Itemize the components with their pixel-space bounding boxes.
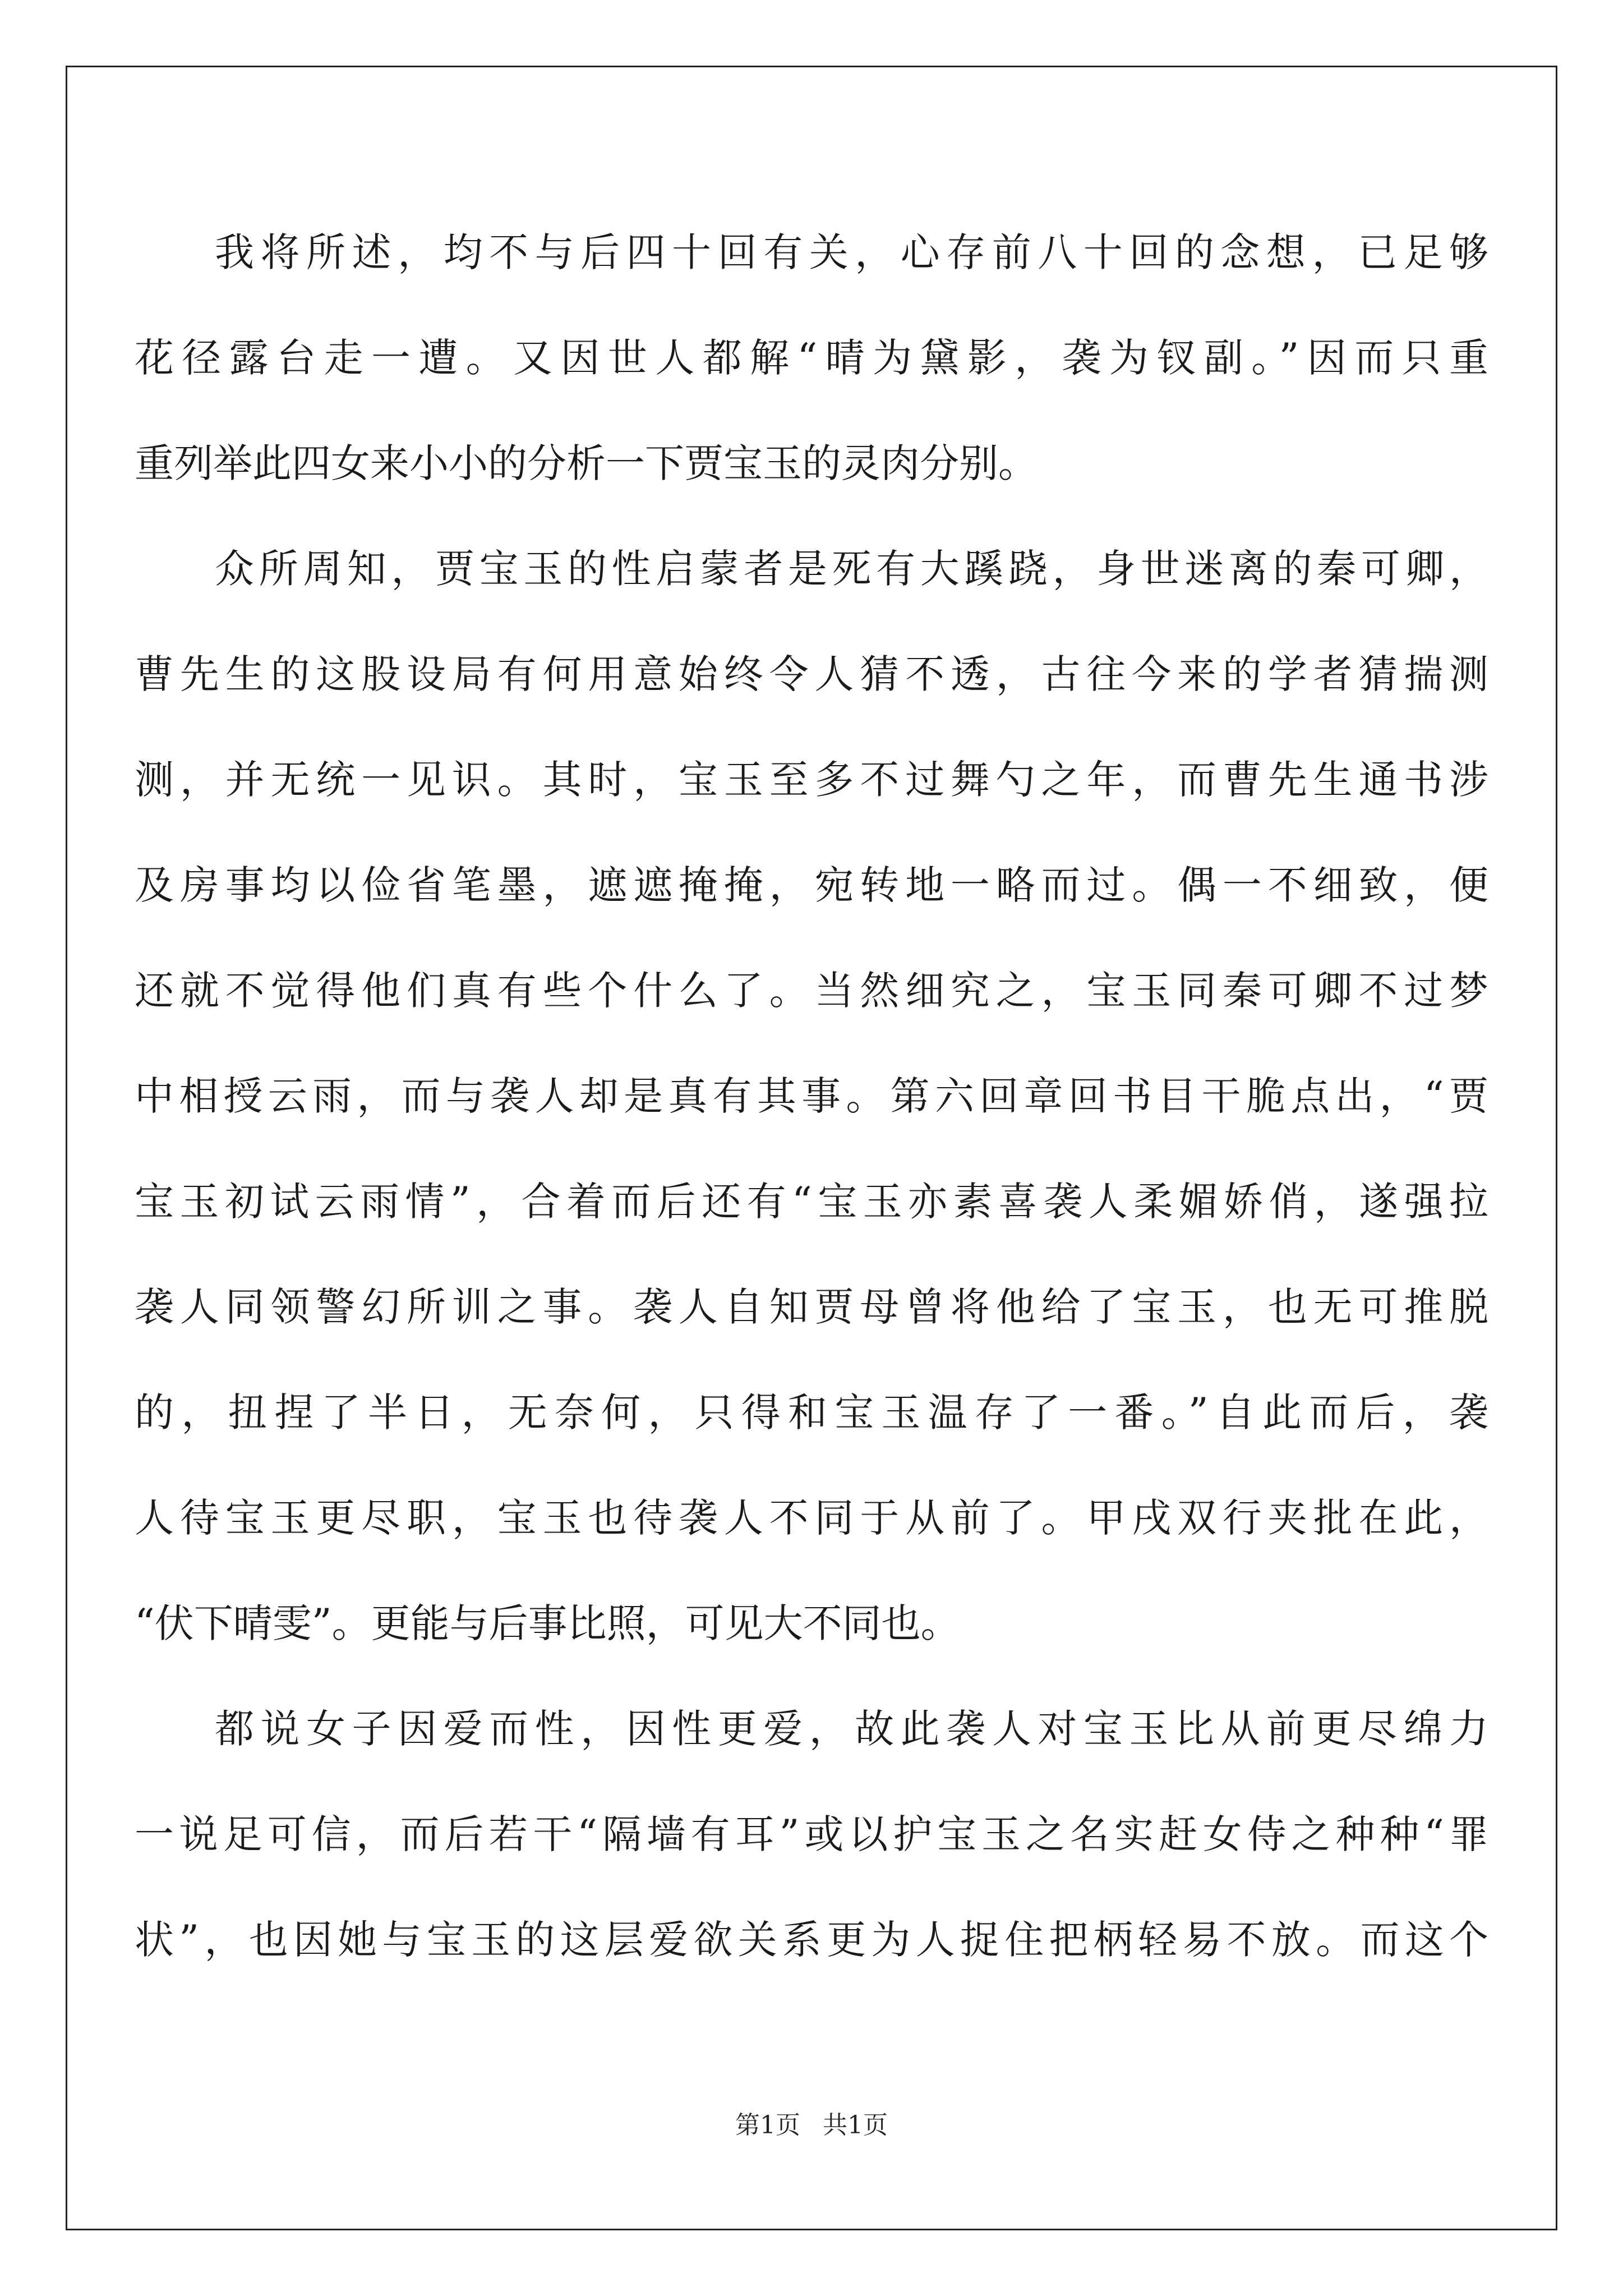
- text-line: 还就不觉得他们真有些个什么了。当然细究之，宝玉同秦可卿不过梦: [135, 968, 1488, 1014]
- text-line: 花径露台走一遭。又因世人都解“晴为黛影，袭为钗副。”因而只重: [135, 335, 1488, 381]
- text-line: “伏下晴雯”。更能与后事比照，可见大不同也。: [135, 1600, 960, 1646]
- text-line: 的，扭捏了半日，无奈何，只得和宝玉温存了一番。”自此而后，袭: [135, 1389, 1488, 1435]
- page-number-total: 共1页: [823, 2111, 888, 2139]
- text-line: 一说足可信，而后若干“隔墙有耳”或以护宝玉之名实赶女侍之种种“罪: [135, 1811, 1488, 1857]
- page-number-current: 第1页: [735, 2111, 800, 2139]
- text-line: 袭人同领警幻所训之事。袭人自知贾母曾将他给了宝玉，也无可推脱: [135, 1284, 1488, 1330]
- text-line: 状”，也因她与宝玉的这层爱欲关系更为人捉住把柄轻易不放。而这个: [135, 1917, 1488, 1963]
- text-line: 都说女子因爱而性，因性更爱，故此袭人对宝玉比从前更尽绵力: [215, 1706, 1488, 1752]
- text-line: 测，并无统一见识。其时，宝玉至多不过舞勺之年，而曹先生通书涉: [135, 757, 1488, 803]
- text-line: 重列举此四女来小小的分析一下贾宝玉的灵肉分别。: [135, 440, 1038, 486]
- text-line: 及房事均以俭省笔墨，遮遮掩掩，宛转地一略而过。偶一不细致，便: [135, 862, 1488, 908]
- text-line: 人待宝玉更尽职，宝玉也待袭人不同于从前了。甲戌双行夹批在此，: [135, 1495, 1488, 1541]
- text-line: 宝玉初试云雨情”，合着而后还有“宝玉亦素喜袭人柔媚娇俏，遂强拉: [135, 1179, 1488, 1225]
- text-line: 我将所述，均不与后四十回有关，心存前八十回的念想，已足够: [215, 229, 1488, 275]
- text-line: 中相授云雨，而与袭人却是真有其事。第六回章回书目干脆点出，“贾: [135, 1073, 1488, 1119]
- page-footer: [0, 2105, 1623, 2141]
- text-line: 曹先生的这股设局有何用意始终令人猜不透，古往今来的学者猜揣测: [135, 651, 1488, 697]
- text-line: 众所周知，贾宝玉的性启蒙者是死有大蹊跷，身世迷离的秦可卿，: [215, 546, 1488, 592]
